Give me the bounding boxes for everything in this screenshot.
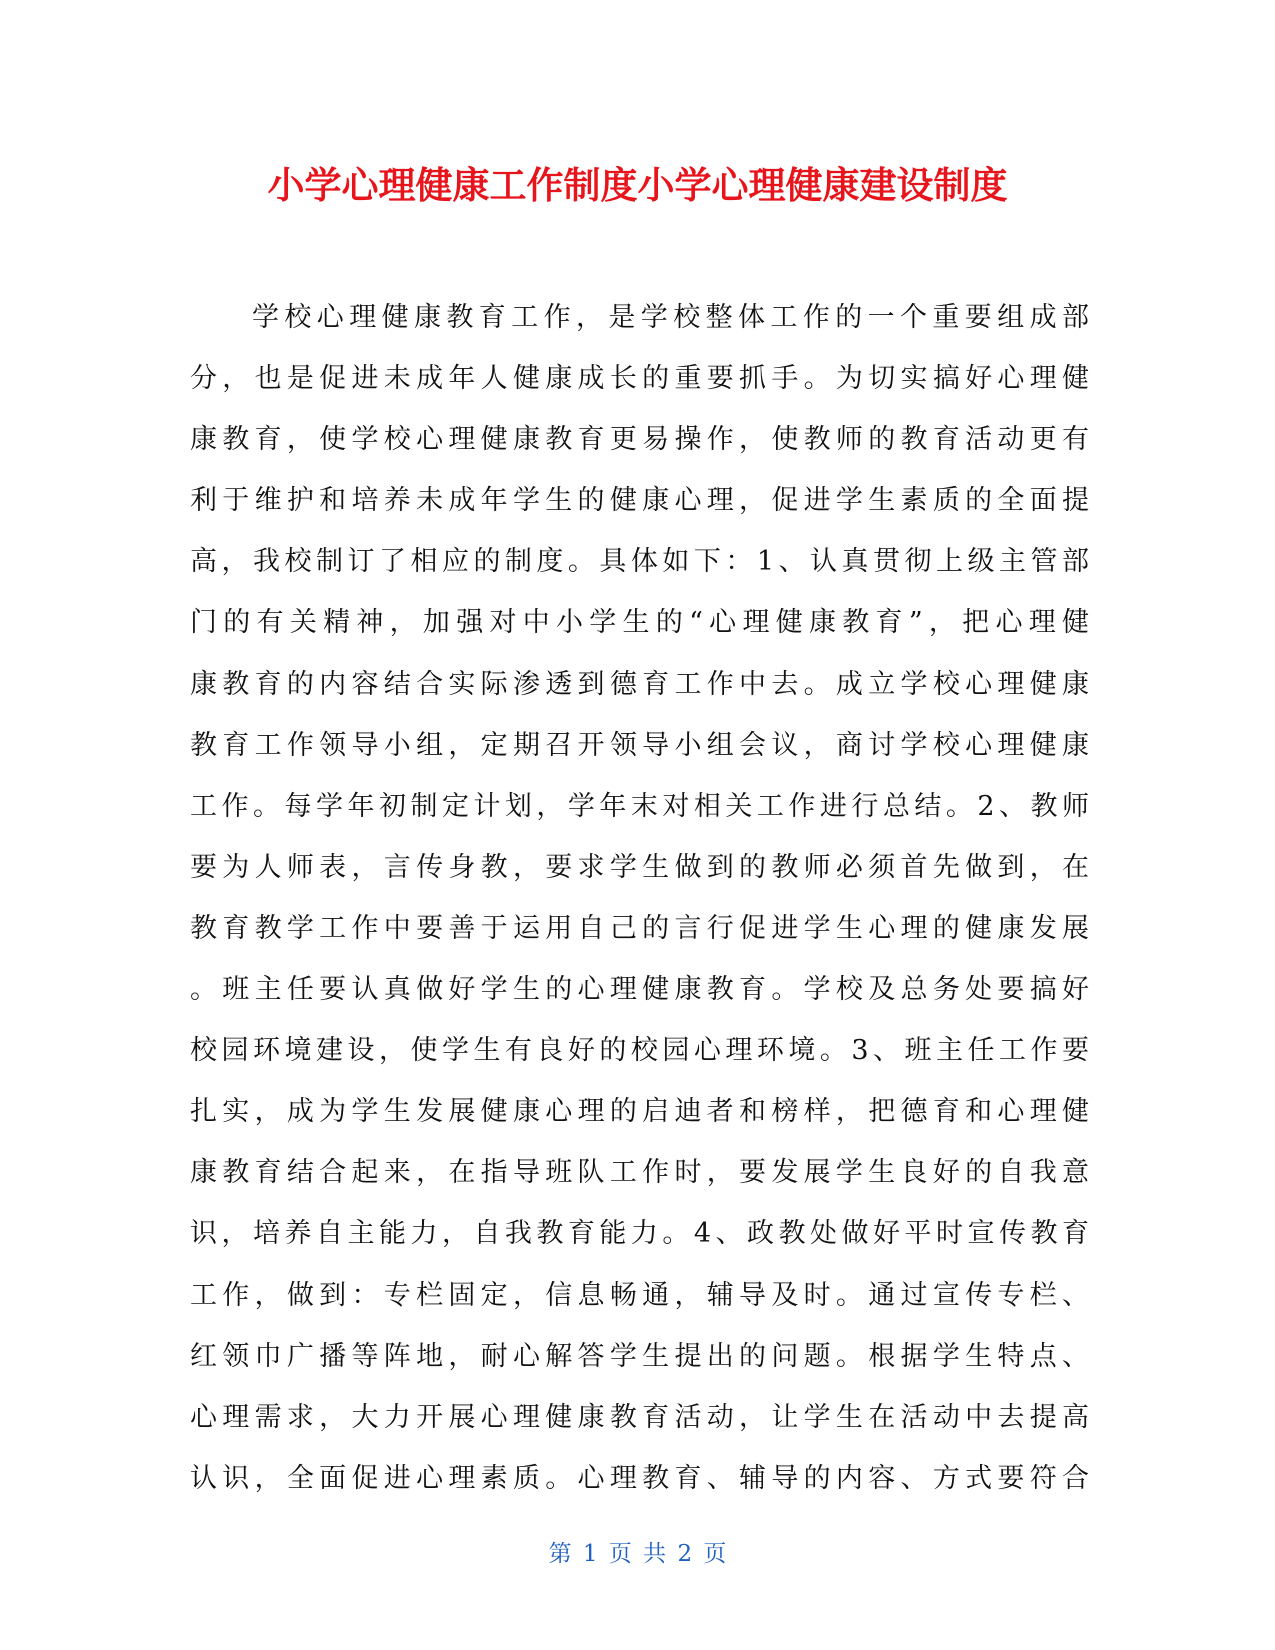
body-line: 要为人师表，言传身教，要求学生做到的教师必须首先做到，在 [190,851,1090,883]
body-line: 扎实，成为学生发展健康心理的启迪者和榜样，把德育和心理健 [190,1096,1090,1128]
body-line: 工作。每学年初制定计划，学年末对相关工作进行总结。2、教师 [190,790,1090,822]
body-line: 工作，做到：专栏固定，信息畅通，辅导及时。通过宣传专栏、 [190,1279,1090,1311]
body-line: 康教育结合起来，在指导班队工作时，要发展学生良好的自我意 [190,1157,1090,1189]
body-line: 校园环境建设，使学生有良好的校园心理环境。3、班主任工作要 [190,1035,1090,1067]
body-line: 教育工作领导小组，定期召开领导小组会议，商讨学校心理健康 [190,729,1090,761]
body-line: 利于维护和培养未成年学生的健康心理，促进学生素质的全面提 [190,485,1090,517]
document-title: 小学心理健康工作制度小学心理健康建设制度 [267,164,1008,207]
body-line: 康教育，使学校心理健康教育更易操作，使教师的教育活动更有 [190,424,1090,456]
body-line: 学校心理健康教育工作，是学校整体工作的一个重要组成部 [252,302,1090,333]
page-number-footer: 第 1 页 共 2 页 [548,1541,727,1567]
body-line: 识，培养自主能力，自我教育能力。4、政教处做好平时宣传教育 [190,1218,1090,1250]
body-line: 认识，全面促进心理素质。心理教育、辅导的内容、方式要符合 [190,1462,1090,1494]
body-line: 康教育的内容结合实际渗透到德育工作中去。成立学校心理健康 [190,668,1090,700]
body-line: 。班主任要认真做好学生的心理健康教育。学校及总务处要搞好 [190,974,1090,1006]
body-line: 高，我校制订了相应的制度。具体如下：1、认真贯彻上级主管部 [190,546,1090,578]
body-line: 教育教学工作中要善于运用自己的言行促进学生心理的健康发展 [190,912,1090,944]
body-line: 门的有关精神，加强对中小学生的“心理健康教育”，把心理健 [190,607,1090,639]
body-line: 红领巾广播等阵地，耐心解答学生提出的问题。根据学生特点、 [190,1340,1090,1372]
body-line: 心理需求，大力开展心理健康教育活动，让学生在活动中去提高 [190,1401,1090,1433]
document-body [190,292,1090,1514]
body-line: 分，也是促进未成年人健康成长的重要抓手。为切实搞好心理健 [190,363,1090,395]
